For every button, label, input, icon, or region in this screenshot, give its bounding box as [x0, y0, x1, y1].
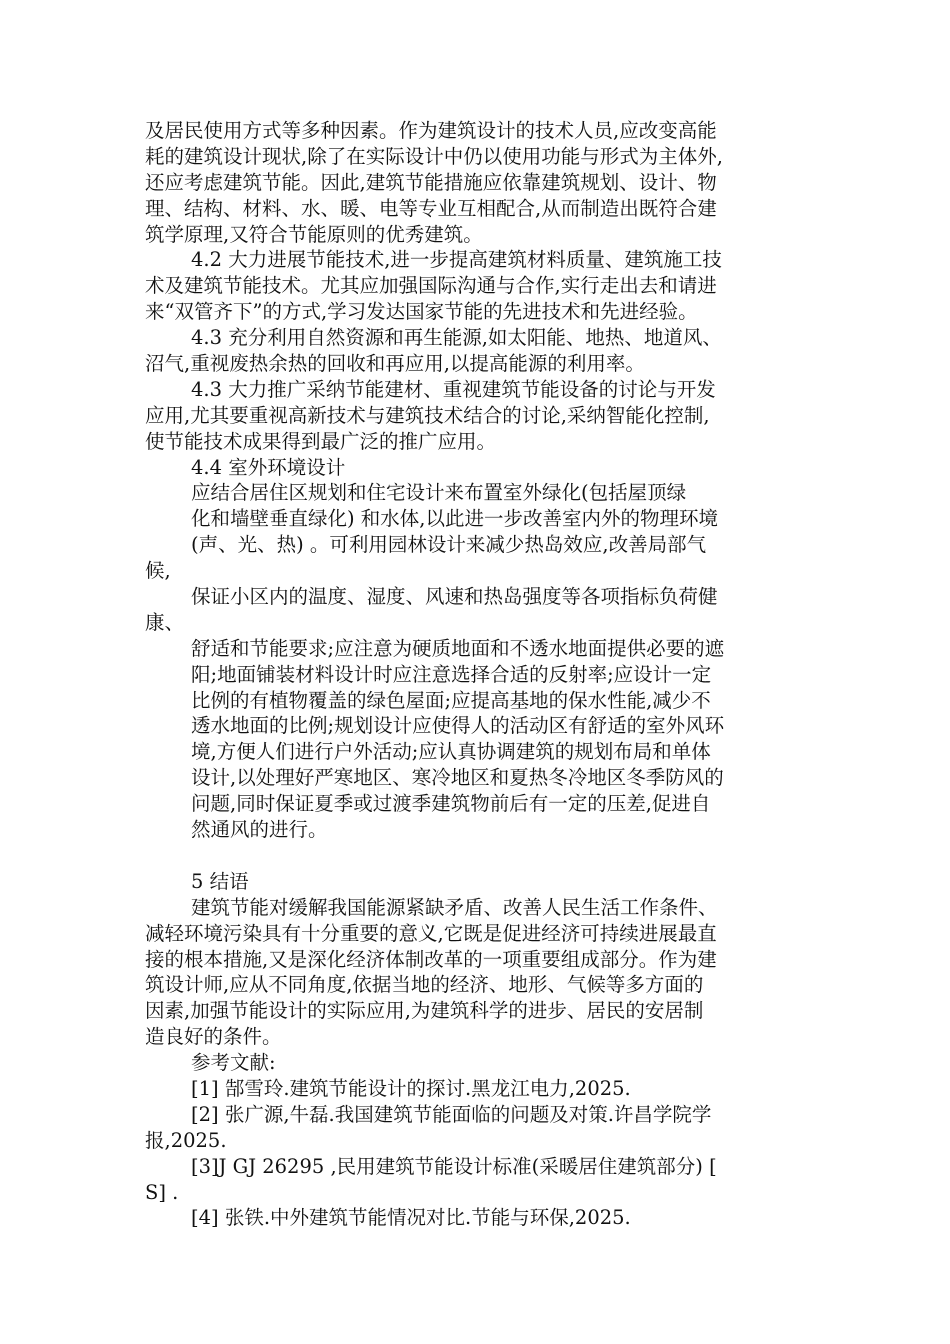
- text-line: 问题,同时保证夏季或过渡季建筑物前后有一定的压差,促进自: [191, 792, 711, 816]
- text-line: 理、结构、材料、水、暖、电等专业互相配合,从而制造出既符合建: [145, 196, 717, 220]
- text-line: 应用,尤其要重视高新技术与建筑技术结合的讨论,采纳智能化控制,: [145, 403, 710, 427]
- text-line: 4.3 充分利用自然资源和再生能源,如太阳能、地热、地道风、: [191, 326, 722, 350]
- text-line: 康、: [145, 610, 185, 634]
- text-line: 建筑节能对缓解我国能源紧缺矛盾、改善人民生活工作条件、: [191, 895, 718, 919]
- text-line: 术及建筑节能技术。尤其应加强国际沟通与合作,实行走出去和请进: [145, 274, 717, 298]
- text-line: 透水地面的比例;规划设计应使得人的活动区有舒适的室外风环: [191, 714, 725, 738]
- text-line: 因素,加强节能设计的实际应用,为建筑科学的进步、居民的安居制: [145, 999, 704, 1023]
- text-line: 设计,以处理好严寒地区、寒冷地区和夏热冬冷地区冬季防风的: [191, 766, 724, 790]
- text-line: 筑设计师,应从不同角度,依据当地的经济、地形、气候等多方面的: [145, 973, 704, 997]
- text-line: 筑学原理,又符合节能原则的优秀建筑。: [145, 222, 483, 246]
- text-line: 还应考虑建筑节能。因此,建筑节能措施应依靠建筑规划、设计、物: [145, 170, 717, 194]
- text-line: 化和墙壁垂直绿化) 和水体,以此进一步改善室内外的物理环境: [191, 507, 719, 531]
- text-line: 阳;地面铺装材料设计时应注意选择合适的反射率;应设计一定: [191, 662, 712, 686]
- text-line: [4] 张铁.中外建筑节能情况对比.节能与环保,2025.: [191, 1206, 631, 1230]
- text-line: (声、光、热) 。可利用园林设计来减少热岛效应,改善局部气: [191, 533, 707, 557]
- text-line: 应结合居住区规划和住宅设计来布置室外绿化(包括屋顶绿: [191, 481, 687, 505]
- text-line: S] .: [145, 1180, 179, 1204]
- text-line: 接的根本措施,又是深化经济体制改革的一项重要组成部分。作为建: [145, 947, 717, 971]
- text-line: 减轻环境污染具有十分重要的意义,它既是促进经济可持续进展最直: [145, 921, 717, 945]
- text-line: 舒适和节能要求;应注意为硬质地面和不透水地面提供必要的遮: [191, 636, 725, 660]
- text-line: [3]J GJ 26295 ,民用建筑节能设计标准(采暖居住建筑部分) [: [191, 1154, 717, 1178]
- text-line: 参考文献:: [191, 1051, 276, 1075]
- text-line: [2] 张广源,牛磊.我国建筑节能面临的问题及对策.许昌学院学: [191, 1102, 712, 1126]
- text-line: 沼气,重视废热余热的回收和再应用,以提高能源的利用率。: [145, 352, 645, 376]
- text-line: 耗的建筑设计现状,除了在实际设计中仍以使用功能与形式为主体外,: [145, 144, 723, 168]
- text-line: 4.3 大力推广采纳节能建材、重视建筑节能设备的讨论与开发: [191, 377, 716, 401]
- text-line: 比例的有植物覆盖的绿色屋面;应提高基地的保水性能,减少不: [191, 688, 711, 712]
- text-line: 造良好的条件。: [145, 1025, 282, 1049]
- text-line: 及居民使用方式等多种因素。作为建筑设计的技术人员,应改变高能: [145, 119, 717, 142]
- text-line: 来“双管齐下”的方式,学习发达国家节能的先进技术和先进经验。: [145, 300, 698, 324]
- document-body: [145, 118, 815, 1231]
- text-line: 保证小区内的温度、湿度、风速和热岛强度等各项指标负荷健: [191, 585, 718, 609]
- text-line: 候,: [145, 559, 171, 583]
- text-line: 境,方便人们进行户外活动;应认真协调建筑的规划布局和单体: [191, 740, 711, 764]
- text-line: 4.4 室外环境设计: [191, 455, 346, 479]
- blank-line: [145, 843, 815, 869]
- text-line: 5 结语: [191, 869, 249, 893]
- text-line: 报,2025.: [145, 1128, 227, 1152]
- text-line: 4.2 大力进展节能技术,进一步提高建筑材料质量、建筑施工技: [191, 248, 722, 272]
- text-line: [1] 郜雪玲.建筑节能设计的探讨.黑龙江电力,2025.: [191, 1076, 631, 1100]
- text-line: 使节能技术成果得到最广泛的推广应用。: [145, 429, 497, 453]
- text-line: 然通风的进行。: [191, 818, 328, 842]
